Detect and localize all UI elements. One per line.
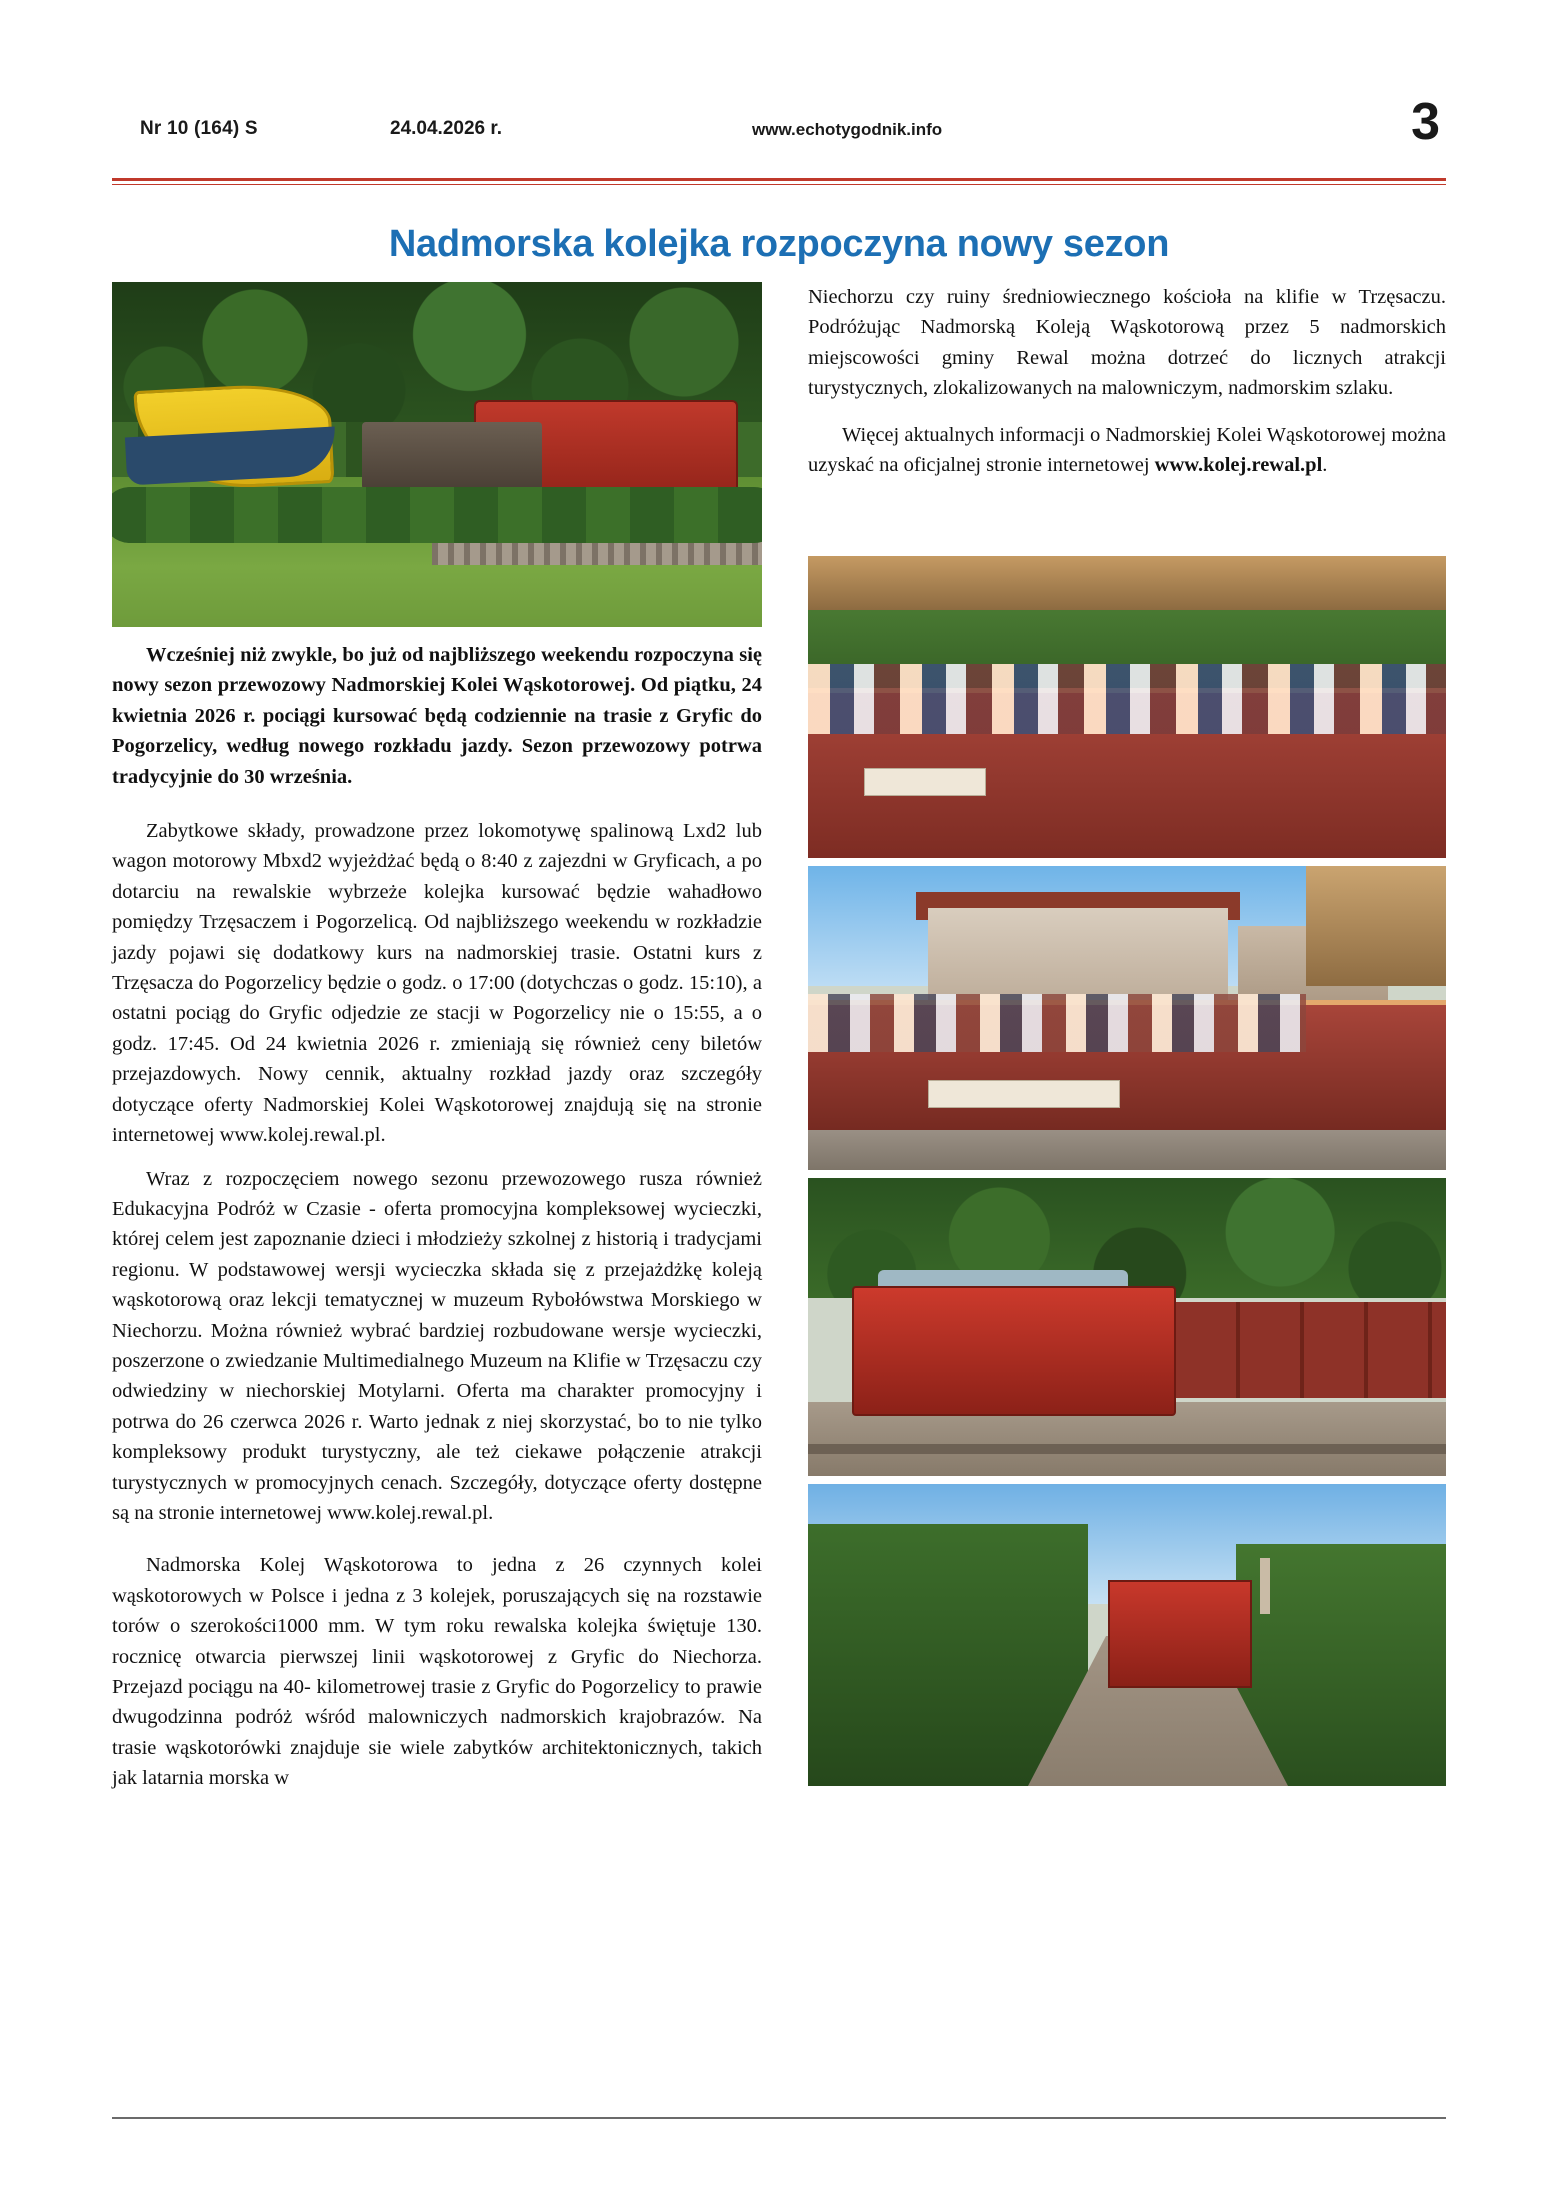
page-header — [112, 93, 1446, 158]
article-title: Nadmorska kolejka rozpoczyna nowy sezon — [388, 223, 1170, 266]
header-divider-thin — [112, 184, 1446, 185]
photo-red-locomotive — [808, 1178, 1446, 1476]
photo-hedge — [112, 487, 762, 543]
more-info-period: . — [1322, 454, 1328, 477]
body-paragraph-3: Nadmorska Kolej Wąskotorowa to jedna z 26 czynnych kolei wąskotorowych w Polsce i jedna z 3 kolejek, poruszających się na rozstawie torów o szerokości1000 mm. W tym roku rewalska kolejka świętuje 130. rocznicę otwarcia pierwszej linii wąskotorowej z Gryfic do Niechorza. Przejazd pociągu na 40- kilometrowej trasie z Gryfic do Pogorzelicy to prawie dwugodzinna podróż wśród malowniczych nadmorskich krajobrazów. Na trasie wąskotorówki znajduje sie wiele zabytków architektonicznych, takich jak latarnia morska w — [112, 1554, 762, 1790]
footer-divider — [112, 2117, 1446, 2119]
photo-station-buildings — [808, 866, 1446, 1170]
issue-date: 24.04.2026 r. — [390, 118, 502, 139]
body-paragraph-4: Niechorzu czy ruiny średniowiecznego kościoła na klifie w Trzęsaczu. Podróżując Nadmorską Koleją Wąskotorową przez 5 nadmorskich miejscowości gminy Rewal można dotrzeć do licznych atrakcji turystycznych, zlokalizowanych na malowniczym, nadmorskim szlaku. — [808, 286, 1446, 400]
photo-open-wagon-passengers — [808, 556, 1446, 858]
photo-wagons — [1176, 1302, 1446, 1398]
photo-tower — [1260, 1558, 1270, 1614]
header-divider-thick — [112, 178, 1446, 181]
more-info-text: Więcej aktualnych informacji o Nadmorskiej Kolei Wąskotorowej można uzyskać na oficjalnej stronie internetowej — [808, 423, 1446, 477]
photo-wagon-plate — [928, 1080, 1120, 1108]
lead-paragraph: Wcześniej niż zwykle, bo już od najbliższego weekendu rozpoczyna się nowy sezon przewozowy Nadmorskiej Kolei Wąskotorowej. Od piątku, 24 kwietnia 2026 r. pociągi kursować będą codziennie na trasie z Gryfic do Pogorzelicy, według nowego rozkładu jazdy. Sezon przewozowy potrwa tradycyjnie do 30 września. — [112, 644, 762, 788]
body-paragraph-5 — [808, 420, 1446, 481]
photo-platform-ground — [808, 1128, 1446, 1170]
photo-locomotive — [852, 1286, 1176, 1416]
photo-boat-and-train — [112, 282, 762, 627]
photo-canopy — [808, 556, 1446, 610]
website-url: www.echotygodnik.info — [752, 120, 943, 139]
photo-platform-roof — [1306, 866, 1446, 986]
photo-rails — [808, 1444, 1446, 1454]
kolej-rewal-link[interactable]: www.kolej.rewal.pl — [1154, 454, 1323, 477]
photo-passengers — [808, 994, 1306, 1052]
photo-wagon-plate — [864, 768, 986, 796]
body-paragraph-1: Zabytkowe składy, prowadzone przez lokomotywę spalinową Lxd2 lub wagon motorowy Mbxd2 wyjeżdżać będą o 8:40 z zajezdni w Gryficach, a po dotarciu na rewalskie wybrzeże kolejka kursować będzie wahadłowo pomiędzy Trzęsaczem i Pogorzelicą. Od najbliższego weekendu w rozkładzie jazdy pojawi się dodatkowy kurs na nadmorskiej trasie. Ostatni kurs z Trzęsacza do Pogorzelicy będzie o godz. o 17:00 (dotychczas o godz. 15:10), a ostatni pociąg do Gryfic odjedzie ze stacji w Pogorzelicy nie o 15:55, a o godz. 17:45. Od 24 kwietnia 2026 r. zmieniają się również ceny biletów przejazdowych. Nowy cennik, aktualny rozkład jazdy oraz szczegóły dotyczące oferty Nadmorskiej Kolei Wąskotorowej znajdują się na stronie internetowej www.kolej.rewal.pl. — [112, 820, 762, 1147]
page-number: 3 — [1411, 93, 1440, 151]
issue-number: Nr 10 (164) S — [140, 118, 258, 139]
photo-vegetation-left — [808, 1524, 1088, 1786]
photo-wagon — [362, 422, 542, 490]
body-paragraph-2: Wraz z rozpoczęciem nowego sezonu przewozowego rusza również Edukacyjna Podróż w Czasie - oferta promocyjna kompleksowej wycieczki, której celem jest zapoznanie dzieci i młodzieży szkolnej z historią i tradycjami regionu. W podstawowej wersji wycieczka składa się z przejażdżkę koleją wąskotorową oraz lekcji tematycznej w muzeum Rybołówstwa Morskiego w Niechorzu. Można również wybrać bardziej rozbudowane wersje wycieczki, poszerzone o zwiedzanie Multimedialnego Muzeum na Klifie w Trzęsaczu czy odwiedziny w niechorskiej Motylarni. Oferta ma charakter promocyjny i potrwa do 26 czerwca 2026 r. Warto jednak z niej skorzystać, bo to nie tylko kompleksowy produkt turystyczny, ale też ciekawe połączenie atrakcji turystycznych w promocyjnych cenach. Szczegóły, dotyczące oferty dostępne są na stronie internetowej www.kolej.rewal.pl. — [112, 1167, 762, 1524]
photo-passengers — [808, 664, 1446, 734]
right-column — [808, 282, 1446, 480]
photo-locomotive — [1108, 1580, 1252, 1688]
left-column — [112, 640, 762, 1794]
photo-locomotive-curve — [808, 1484, 1446, 1786]
